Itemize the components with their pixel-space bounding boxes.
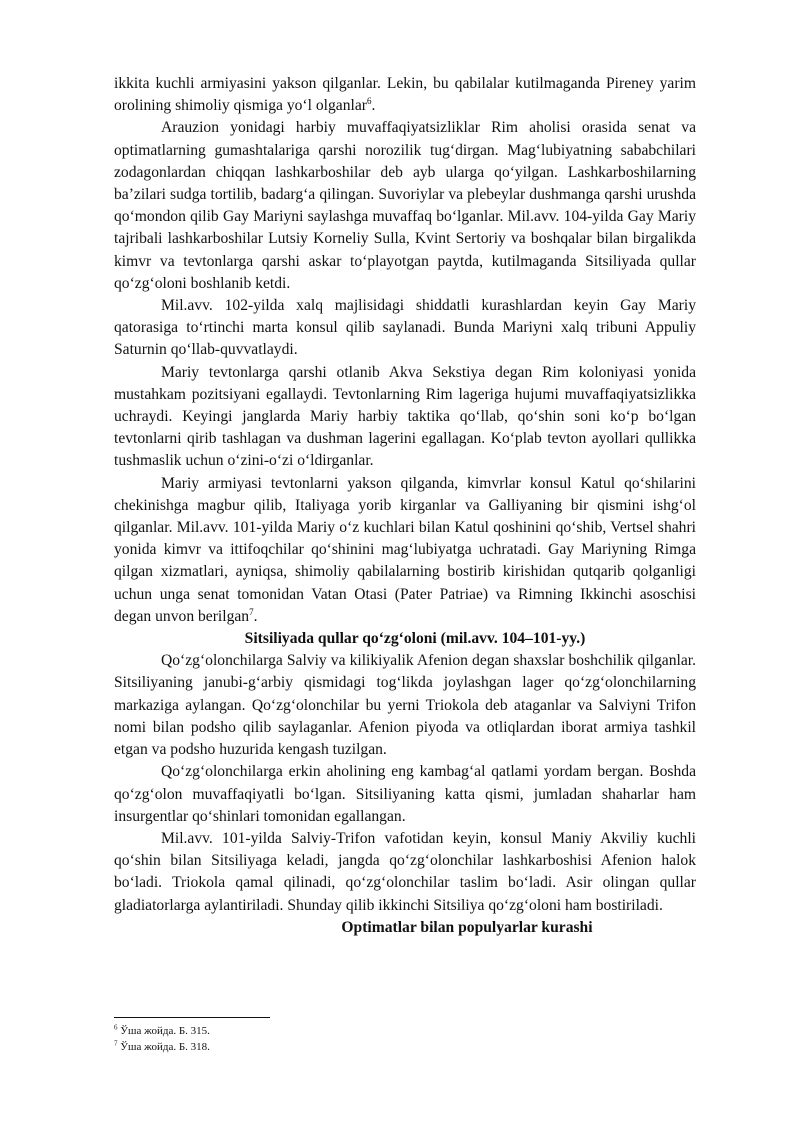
paragraph-salviy-afenion: Qo‘zg‘olonchilarga Salviy va kilikiyalik Afenion degan shaxslar boshchilik qilganlar. Sitsiliyaning janubi-g‘arbiy qismidagi tog‘likda joylashgan lager qo‘zg‘olonchilarning markaziga aylangan. Qo‘zg‘olonchilar bu yerni Triokola deb ataganlar va Salviyni Trifon nomi bilan podsho qilib saylaganlar. Afenion piyoda va otliqlardan iborat armiya tashkil etgan va podsho huzurida kengash tuzilgan. — [114, 652, 696, 759]
paragraph-consul-102: Mil.avv. 102-yilda xalq majlisidagi shiddatli kurashlardan keyin Gay Mariy qatorasiga to‘rtinchi marta konsul qilib saylanadi. Bunda Mariyni xalq tribuni Appuliy Saturnin qo‘llab-quvvatlaydi. — [114, 297, 696, 359]
section-heading-sicily: Sitsiliyada qullar qo‘zg‘oloni (mil.avv. 104–101-yy.) — [244, 630, 586, 648]
body-text — [114, 73, 696, 939]
footnote-ref-6: 6 — [366, 96, 372, 107]
paragraph-suppression: Mil.avv. 101-yilda Salviy-Trifon vafotidan keyin, konsul Maniy Akviliy kuchli qo‘shin bilan Sitsiliyaga keladi, jangda qo‘zg‘olonchilar lashkarboshisi Afenion halok bo‘ladi. Triokola qamal qilinadi, qo‘zg‘olonchilar taslim bo‘ladi. Asir olingan qullar gladiatorlarga aylantiriladi. Shunday qilib ikkinchi Sitsiliya qo‘zg‘oloni ham bostiriladi. — [114, 829, 696, 914]
footnote-divider — [114, 1017, 270, 1018]
footnotes — [114, 1023, 696, 1055]
footnote-7: $^7$ Ўша жойда. Б. 318. — [114, 1039, 210, 1053]
footnote-6: $^6$ Ўша жойда. Б. 315. — [114, 1023, 210, 1037]
section-heading-optimates: Optimatlar bilan populyarlar kurashi — [341, 918, 593, 936]
paragraph-arauzion: Arauzion yonidagi harbiy muvaffaqiyatsizliklar Rim aholisi orasida senat va optimatlarning gumashtalariga qarshi norozilik tug‘dirgan. Mag‘lubiyatning sababchilari zodagonlardan chiqqan lashkarboshilar deb ayb ularga qo‘yilgan. Lashkarboshilarning ba’zilari sudga tortilib, badarg‘a qilingan. Suvoriylar va plebeylar dushmanga qarshi urushda qo‘mondon qilib Gay Mariyni saylashga muvaffaq bo‘lganlar. Mil.avv. 104-yilda Gay Mariy tajribali lashkarboshilar Lutsiy Korneliy Sulla, Kvint Sertoriy va boshqalar bilan birgalikda kimvr va tevtonlarga qarshi askar to‘playotgan paytda, kutilmaganda Sitsiliyada qullar qo‘zg‘oloni boshlanib ketdi. — [114, 119, 696, 292]
footnote-ref-7: 7 — [249, 606, 254, 617]
paragraph-akva-sekstiya: Mariy tevtonlarga qarshi otlanib Akva Sekstiya degan Rim koloniyasi yonida mustahkam pozitsiyani egallaydi. Tevtonlarning Rim lageriga hujumi muvaffaqiyatsizlikka uchraydi. Keyingi janglarda Mariy harbiy taktika qo‘llab, qo‘shin soni ko‘p bo‘lgan tevtonlarni qirib tashlagan va dushman lagerini egallagan. Ko‘plab tevton ayollari qullikka tushmaslik uchun o‘zini-o‘zi o‘ldirganlar. — [114, 363, 696, 470]
paragraph-supporters: Qo‘zg‘olonchilarga erkin aholining eng kambag‘al qatlami yordam bergan. Boshda qo‘zg‘olon muvaffaqiyatli bo‘lgan. Sitsiliyaning katta qismi, jumladan shaharlar ham insurgentlar qo‘shinlari tomonidan egallangan. — [114, 763, 696, 825]
paragraph-kimvrlar: Mariy armiyasi tevtonlarni yakson qilganda, kimvrlar konsul Katul qo‘shilarini chekinishga magbur qilib, Italiyaga yorib kirganlar va Galliyaning bir qismini ishg‘ol qilganlar. Mil.avv. 101-yilda Mariy o‘z kuchlari bilan Katul qoshinini qo‘shib, Vertsel shahri yonida kimvr va ittifoqchilar qo‘shinini mag‘lubiyatga uchratadi. Gay Mariyning Rimga qilgan xizmatlari, ayniqsa, shimoliy qabilalarning bostirib kirishidan qutqarib qolganligi uchun unga senat tomonidan Vatan Otasi (Pater Patriae) va Rimning Ikkinchi asoschisi degan unvon berilgan$^7$. — [114, 474, 696, 625]
paragraph-continuation: ikkita kuchli armiyasini yakson qilganlar. Lekin, bu qabilalar kutilmaganda Pireney yarim orolining shimoliy qismiga yo‘l olganlar$^6$. — [114, 75, 696, 115]
